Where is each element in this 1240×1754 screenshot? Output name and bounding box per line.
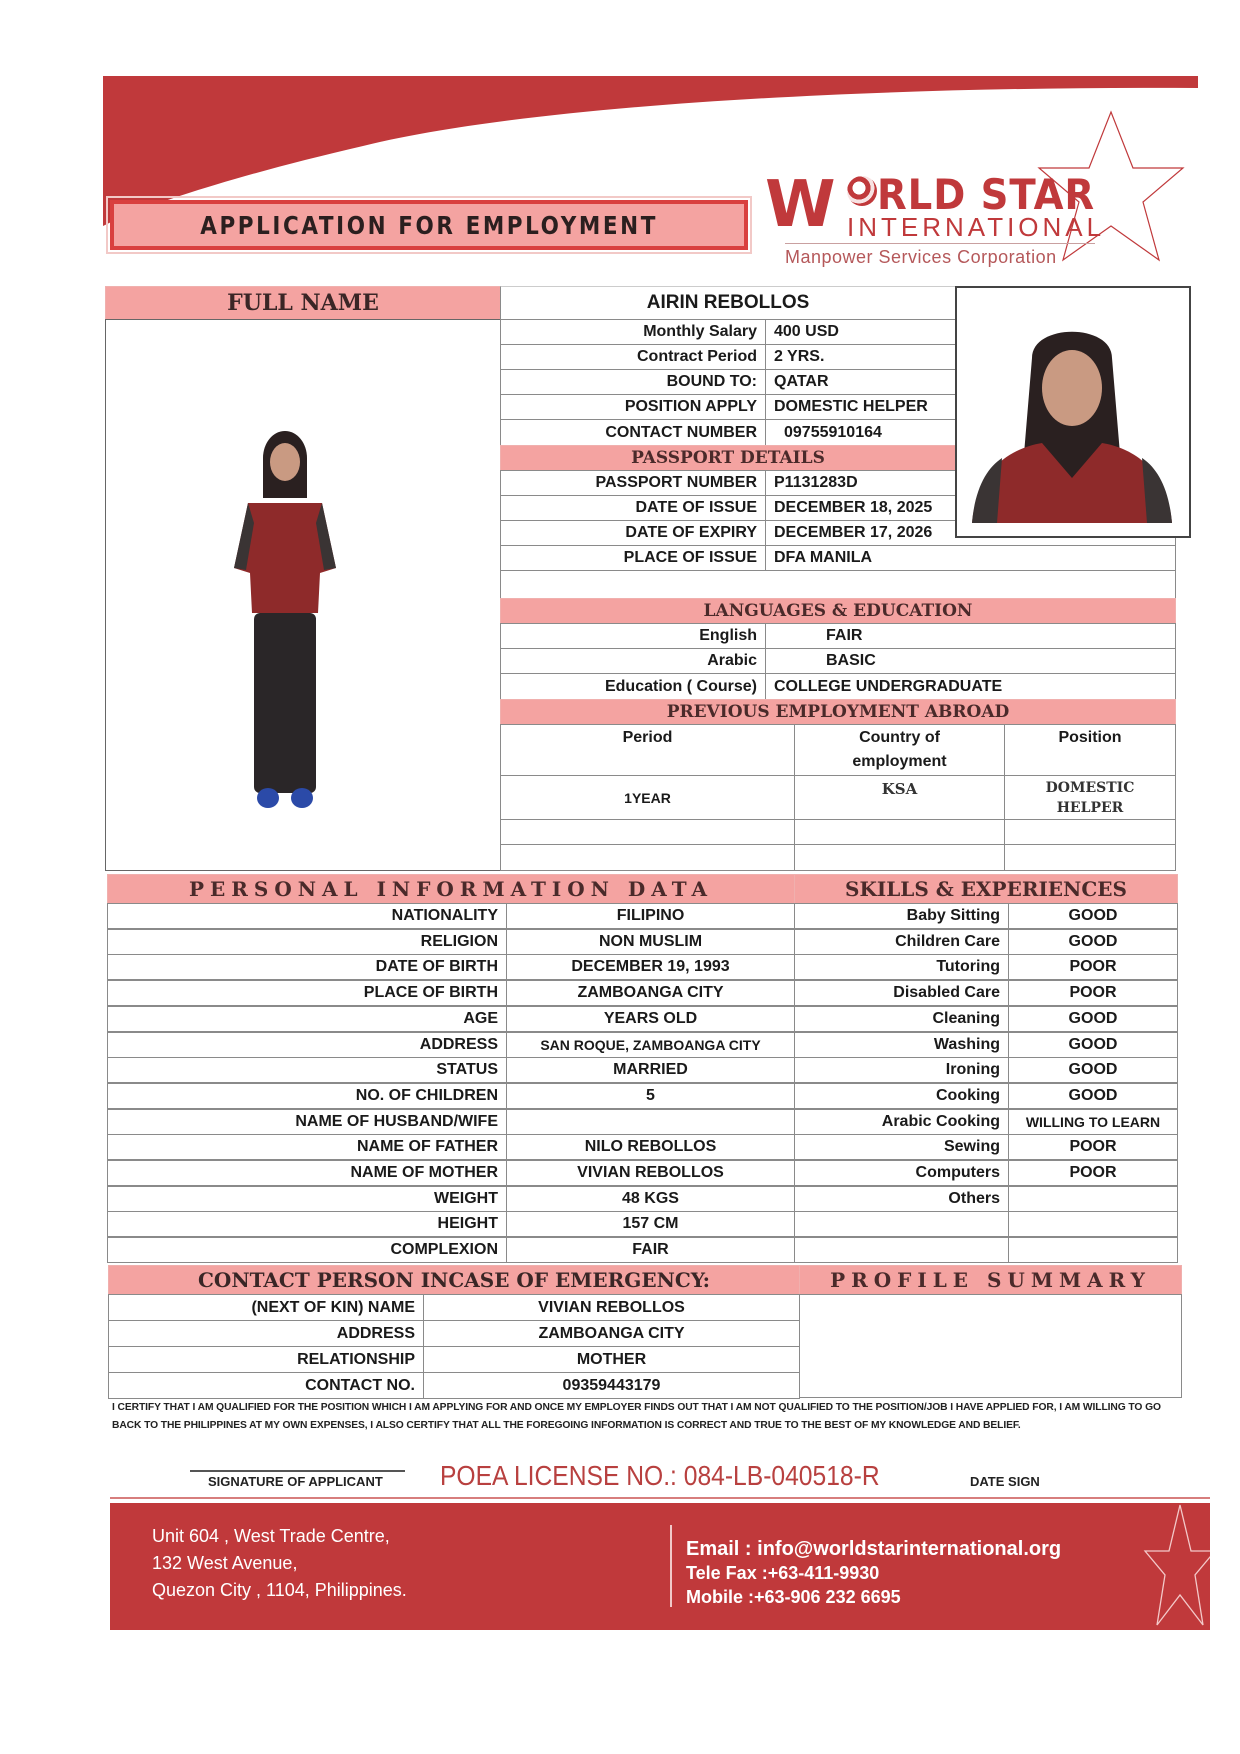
skill-value: POOR bbox=[1008, 1134, 1178, 1160]
education-label: Education ( Course) bbox=[500, 673, 766, 700]
skill-value: GOOD bbox=[1008, 1032, 1178, 1058]
english-value: FAIR bbox=[765, 623, 1176, 649]
footer-email[interactable]: Email : info@worldstarinternational.org bbox=[686, 1538, 1062, 1560]
personal-value: SAN ROQUE, ZAMBOANGA CITY bbox=[506, 1032, 795, 1058]
personal-value bbox=[506, 1109, 795, 1135]
emergency-value: 09359443179 bbox=[423, 1372, 800, 1399]
personal-value: 48 KGS bbox=[506, 1186, 795, 1212]
emergency-contact-header: CONTACT PERSON INCASE OF EMERGENCY: bbox=[108, 1265, 800, 1295]
personal-label: WEIGHT bbox=[107, 1186, 507, 1212]
signature-line[interactable] bbox=[190, 1470, 405, 1472]
footer-star-icon bbox=[1115, 1503, 1210, 1630]
place-of-issue-label: PLACE OF ISSUE bbox=[500, 545, 766, 571]
footer-separator bbox=[670, 1525, 672, 1607]
emergency-value: MOTHER bbox=[423, 1346, 800, 1373]
position-apply-label: POSITION APPLY bbox=[500, 394, 766, 420]
skill-value bbox=[1008, 1186, 1178, 1212]
skill-value: WILLING TO LEARN bbox=[1008, 1109, 1178, 1135]
skill-value: GOOD bbox=[1008, 929, 1178, 955]
skill-value: POOR bbox=[1008, 954, 1178, 980]
profile-summary-header: PROFILE SUMMARY bbox=[799, 1265, 1182, 1295]
blank-spacer-row bbox=[500, 570, 1176, 599]
employment-empty-row-1b bbox=[794, 819, 1005, 845]
application-title-box bbox=[110, 200, 748, 250]
date-of-expiry-label: DATE OF EXPIRY bbox=[500, 520, 766, 546]
personal-value: ZAMBOANGA CITY bbox=[506, 980, 795, 1006]
passport-number-label: PASSPORT NUMBER bbox=[500, 470, 766, 496]
personal-value: NILO REBOLLOS bbox=[506, 1134, 795, 1160]
footer-divider bbox=[110, 1497, 1210, 1499]
personal-value: DECEMBER 19, 1993 bbox=[506, 954, 795, 980]
education-value: COLLEGE UNDERGRADUATE bbox=[765, 673, 1176, 700]
employment-empty-row-2c bbox=[1004, 844, 1176, 871]
poea-license: POEA LICENSE NO.: 084-LB-040518-R bbox=[440, 1460, 880, 1491]
footer-telefax: Tele Fax :+63-411-9930 bbox=[686, 1563, 880, 1583]
employment-empty-row-1c bbox=[1004, 819, 1176, 845]
signature-label: SIGNATURE OF APPLICANT bbox=[208, 1474, 383, 1489]
emergency-label: RELATIONSHIP bbox=[108, 1346, 424, 1373]
english-label: English bbox=[500, 623, 766, 649]
logo-wordmark: RLD STAR bbox=[877, 170, 1096, 219]
skill-value bbox=[1008, 1211, 1178, 1237]
position-line1: DOMESTIC bbox=[1045, 779, 1135, 796]
skill-label bbox=[794, 1211, 1009, 1237]
emergency-label: (NEXT OF KIN) NAME bbox=[108, 1294, 424, 1321]
footer-banner bbox=[110, 1503, 1210, 1630]
passport-photo-frame bbox=[955, 286, 1191, 538]
logo-divider bbox=[785, 243, 1095, 244]
full-name-label: FULL NAME bbox=[105, 286, 501, 320]
bound-to-value: QATAR bbox=[765, 369, 956, 395]
personal-label: NAME OF MOTHER bbox=[107, 1160, 507, 1186]
skill-label: Children Care bbox=[794, 929, 1009, 955]
address-line-1: Unit 604 , West Trade Centre, bbox=[152, 1526, 390, 1546]
personal-value: FILIPINO bbox=[506, 903, 795, 929]
globe-icon bbox=[847, 176, 877, 206]
emergency-value: ZAMBOANGA CITY bbox=[423, 1320, 800, 1347]
employment-row-position bbox=[1004, 775, 1176, 820]
personal-label: NO. OF CHILDREN bbox=[107, 1083, 507, 1109]
skill-value: GOOD bbox=[1008, 1057, 1178, 1083]
arabic-value: BASIC bbox=[765, 648, 1176, 674]
logo-international: INTERNATIONAL bbox=[847, 212, 1106, 242]
application-title: APPLICATION FOR EMPLOYMENT bbox=[200, 210, 658, 240]
employment-period-header: Period bbox=[500, 724, 795, 776]
emergency-label: CONTACT NO. bbox=[108, 1372, 424, 1399]
employment-country-header bbox=[794, 724, 1005, 776]
skill-label: Disabled Care bbox=[794, 980, 1009, 1006]
personal-label: ADDRESS bbox=[107, 1032, 507, 1058]
address-line-2: 132 West Avenue, bbox=[152, 1553, 298, 1573]
employment-empty-row-2b bbox=[794, 844, 1005, 871]
full-name-value: AIRIN REBOLLOS bbox=[500, 286, 956, 320]
contract-period-label: Contract Period bbox=[500, 344, 766, 370]
employment-empty-row-1 bbox=[500, 819, 795, 845]
position-apply-value: DOMESTIC HELPER bbox=[765, 394, 956, 420]
monthly-salary-label: Monthly Salary bbox=[500, 319, 766, 345]
skill-value bbox=[1008, 1237, 1178, 1263]
employment-row-period: 1YEAR bbox=[500, 775, 795, 820]
footer-address bbox=[152, 1523, 407, 1604]
skill-value: GOOD bbox=[1008, 1083, 1178, 1109]
date-of-expiry-value: DECEMBER 17, 2026 bbox=[765, 520, 1176, 546]
address-line-3: Quezon City , 1104, Philippines. bbox=[152, 1580, 407, 1600]
contact-number-label: CONTACT NUMBER bbox=[500, 419, 766, 446]
skill-label: Sewing bbox=[794, 1134, 1009, 1160]
personal-label: NAME OF HUSBAND/WIFE bbox=[107, 1109, 507, 1135]
skill-label: Cooking bbox=[794, 1083, 1009, 1109]
certification-statement: I CERTIFY THAT I AM QUALIFIED FOR THE POSITION WHICH I AM APPLYING FOR AND ONCE MY EMPLOYER FINDS OUT THAT I AM NOT QUALIFIED TO THE POSITION/JOB I HAVE APPLIED FOR, I AM WILLING TO GO BACK TO THE PHILIPPINES AT MY OWN EXPENSES, I ALSO CERTIFY THAT ALL THE FOREGOING INFORMATION IS CORRECT AND TRUE TO THE BEST OF MY KNOWLEDGE AND BELIEF. bbox=[112, 1401, 1161, 1431]
passport-details-header: PASSPORT DETAILS bbox=[500, 445, 956, 471]
personal-label: PLACE OF BIRTH bbox=[107, 980, 507, 1006]
monthly-salary-value: 400 USD bbox=[765, 319, 956, 345]
footer-mobile: Mobile :+63-906 232 6695 bbox=[686, 1587, 901, 1607]
skill-value: GOOD bbox=[1008, 1006, 1178, 1032]
emergency-label: ADDRESS bbox=[108, 1320, 424, 1347]
passport-number-value: P1131283D bbox=[765, 470, 956, 496]
full-body-photo bbox=[230, 428, 340, 818]
country-header-line2: employment bbox=[852, 753, 947, 770]
place-of-issue-value: DFA MANILA bbox=[765, 545, 1176, 571]
personal-label: STATUS bbox=[107, 1057, 507, 1083]
country-header-line1: Country of bbox=[859, 729, 940, 746]
emergency-value: VIVIAN REBOLLOS bbox=[423, 1294, 800, 1321]
employment-empty-row-2 bbox=[500, 844, 795, 871]
personal-value: 157 CM bbox=[506, 1211, 795, 1237]
skill-label: Ironing bbox=[794, 1057, 1009, 1083]
skill-label bbox=[794, 1237, 1009, 1263]
date-of-issue-value: DECEMBER 18, 2025 bbox=[765, 495, 956, 521]
date-sign-label: DATE SIGN bbox=[970, 1474, 1040, 1489]
skill-label: Tutoring bbox=[794, 954, 1009, 980]
company-logo bbox=[765, 110, 1185, 280]
personal-value: YEARS OLD bbox=[506, 1006, 795, 1032]
skill-label: Baby Sitting bbox=[794, 903, 1009, 929]
personal-label: DATE OF BIRTH bbox=[107, 954, 507, 980]
skill-label: Others bbox=[794, 1186, 1009, 1212]
skill-value: GOOD bbox=[1008, 903, 1178, 929]
footer-contact bbox=[686, 1537, 1061, 1609]
employment-position-header: Position bbox=[1004, 724, 1176, 776]
skill-label: Computers bbox=[794, 1160, 1009, 1186]
previous-employment-header: PREVIOUS EMPLOYMENT ABROAD bbox=[500, 699, 1176, 725]
bound-to-label: BOUND TO: bbox=[500, 369, 766, 395]
personal-label: NATIONALITY bbox=[107, 903, 507, 929]
contract-period-value: 2 YRS. bbox=[765, 344, 956, 370]
personal-value: VIVIAN REBOLLOS bbox=[506, 1160, 795, 1186]
profile-summary-body bbox=[799, 1294, 1182, 1398]
skill-value: POOR bbox=[1008, 1160, 1178, 1186]
personal-value: FAIR bbox=[506, 1237, 795, 1263]
personal-info-header: PERSONAL INFORMATION DATA bbox=[107, 874, 795, 904]
passport-photo bbox=[972, 318, 1172, 523]
personal-value: NON MUSLIM bbox=[506, 929, 795, 955]
employment-row-country: KSA bbox=[794, 775, 1005, 820]
position-line2: HELPER bbox=[1056, 799, 1124, 816]
skill-label: Cleaning bbox=[794, 1006, 1009, 1032]
logo-tagline: Manpower Services Corporation bbox=[785, 247, 1057, 267]
personal-label: NAME OF FATHER bbox=[107, 1134, 507, 1160]
personal-label: RELIGION bbox=[107, 929, 507, 955]
personal-value: MARRIED bbox=[506, 1057, 795, 1083]
personal-label: COMPLEXION bbox=[107, 1237, 507, 1263]
personal-value: 5 bbox=[506, 1083, 795, 1109]
personal-label: HEIGHT bbox=[107, 1211, 507, 1237]
languages-education-header: LANGUAGES & EDUCATION bbox=[500, 598, 1176, 624]
skill-label: Washing bbox=[794, 1032, 1009, 1058]
skill-value: POOR bbox=[1008, 980, 1178, 1006]
logo-w-letter: W bbox=[765, 168, 830, 242]
date-of-issue-label: DATE OF ISSUE bbox=[500, 495, 766, 521]
skills-header: SKILLS & EXPERIENCES bbox=[794, 874, 1178, 904]
contact-number-value: 09755910164 bbox=[765, 419, 956, 446]
arabic-label: Arabic bbox=[500, 648, 766, 674]
personal-label: AGE bbox=[107, 1006, 507, 1032]
skill-label: Arabic Cooking bbox=[794, 1109, 1009, 1135]
